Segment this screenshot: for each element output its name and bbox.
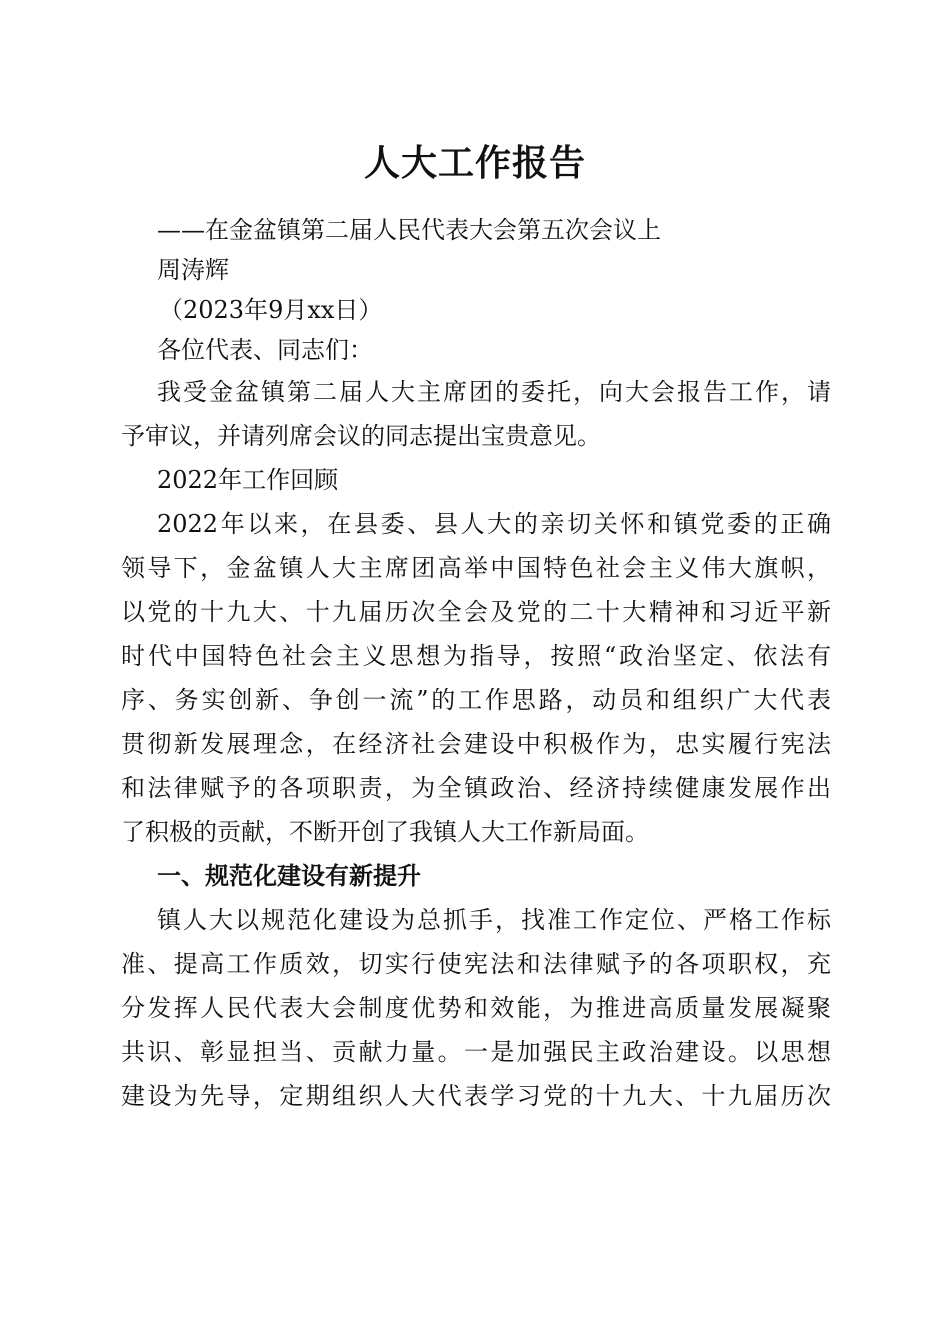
paragraph-line: 和法律赋予的各项职责，为全镇政治、经济持续健康发展作出	[121, 774, 831, 802]
paragraph-line: 予审议，并请列席会议的同志提出宝贵意见。	[121, 422, 601, 450]
section-heading: 一、规范化建设有新提升	[157, 862, 421, 890]
paragraph-line: 以党的十九大、十九届历次全会及党的二十大精神和习近平新	[121, 598, 831, 626]
paragraph-line: 建设为先导，定期组织人大代表学习党的十九大、十九届历次	[121, 1082, 831, 1110]
document-author: 周涛辉	[157, 256, 229, 284]
document-title: 人大工作报告	[363, 142, 586, 184]
paragraph-line: 贯彻新发展理念，在经济社会建设中积极作为，忠实履行宪法	[121, 730, 831, 758]
document-greeting: 各位代表、同志们：	[157, 336, 373, 364]
paragraph-line: 镇人大以规范化建设为总抓手，找准工作定位、严格工作标	[157, 906, 831, 934]
paragraph-line: 领导下，金盆镇人大主席团高举中国特色社会主义伟大旗帜，	[121, 554, 831, 582]
paragraph-line: 分发挥人民代表大会制度优势和效能，为推进高质量发展凝聚	[121, 994, 831, 1022]
paragraph-line: 共识、彰显担当、贡献力量。一是加强民主政治建设。以思想	[121, 1038, 831, 1066]
paragraph-line: 2022年以来，在县委、县人大的亲切关怀和镇党委的正确	[157, 510, 831, 538]
review-heading: 2022年工作回顾	[157, 466, 339, 494]
paragraph-line: 时代中国特色社会主义思想为指导，按照“政治坚定、依法有	[121, 642, 831, 670]
paragraph-line: 了积极的贡献，不断开创了我镇人大工作新局面。	[121, 818, 649, 846]
document-subtitle: ——在金盆镇第二届人民代表大会第五次会议上	[157, 216, 661, 244]
paragraph-line: 序、务实创新、争创一流”的工作思路，动员和组织广大代表	[121, 686, 831, 714]
document-date: （2023年9月xx日）	[159, 296, 383, 324]
paragraph-line: 准、提高工作质效，切实行使宪法和法律赋予的各项职权，充	[121, 950, 831, 978]
document-body	[121, 210, 831, 1118]
paragraph-line: 我受金盆镇第二届人大主席团的委托，向大会报告工作，请	[157, 378, 831, 406]
